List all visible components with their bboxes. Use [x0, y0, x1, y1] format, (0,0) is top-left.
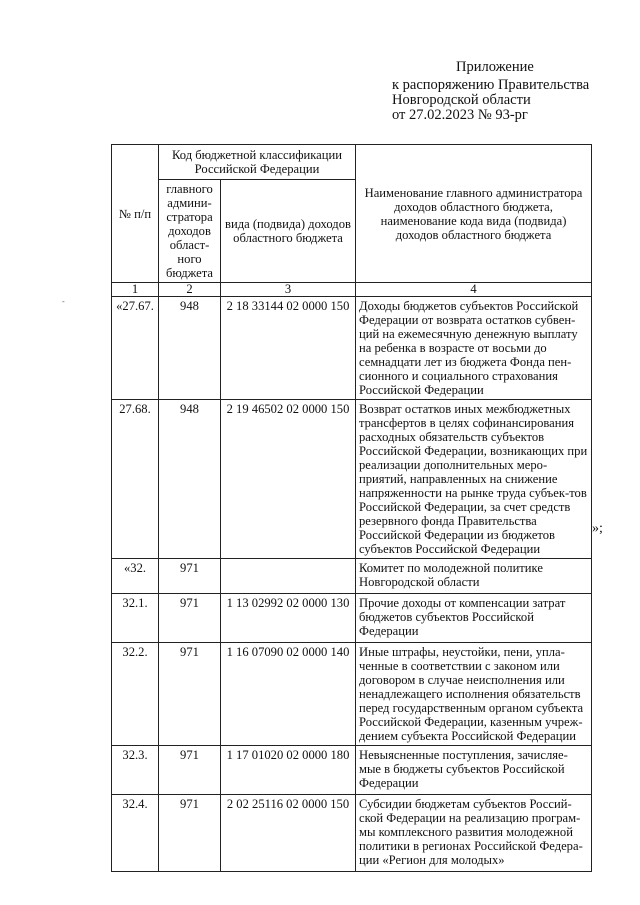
row-number: 32.3. — [112, 746, 159, 795]
appendix-line-2: Новгородской области — [392, 92, 531, 108]
header-name: Наименование главного администратора доходов областного бюджета, наименование кода вида (подвида) доходов областного бюджета — [356, 145, 592, 283]
column-index-row — [112, 283, 592, 297]
row-name: Комитет по молодежной политике Новгородской области — [356, 559, 592, 594]
row-name: Субсидии бюджетам субъектов Россий-ской Федерации на реализацию програм-мы комплексного развития молодежной политики в регионах Российской Федера-ции «Регион для молодых» — [356, 795, 592, 872]
appendix-header — [392, 60, 632, 123]
table-row — [112, 594, 592, 643]
table-row — [112, 746, 592, 795]
row-admin-code: 971 — [159, 643, 221, 746]
column-index: 2 — [159, 283, 221, 297]
budget-classification-table — [111, 144, 592, 872]
appendix-line-1: к распоряжению Правительства — [392, 77, 590, 93]
column-index: 1 — [112, 283, 159, 297]
row-number: 32.4. — [112, 795, 159, 872]
row-admin-code: 948 — [159, 297, 221, 400]
row-admin-code: 948 — [159, 400, 221, 559]
header-classification-group: Код бюджетной классификации Российской Федерации — [159, 145, 356, 180]
header-kind-code: вида (подвида) доходов областного бюджета — [221, 180, 356, 283]
row-admin-code: 971 — [159, 594, 221, 643]
row-admin-code: 971 — [159, 795, 221, 872]
row-admin-code: 971 — [159, 559, 221, 594]
row-income-code: 2 18 33144 02 0000 150 — [221, 297, 356, 400]
row-number: 32.2. — [112, 643, 159, 746]
scan-dot: - — [62, 297, 65, 306]
table-row — [112, 400, 592, 559]
table-row — [112, 559, 592, 594]
row-number: 32.1. — [112, 594, 159, 643]
header-number: № п/п — [112, 145, 159, 283]
row-income-code: 1 13 02992 02 0000 130 — [221, 594, 356, 643]
row-name: Прочие доходы от компенсации затрат бюджетов субъектов Российской Федерации — [356, 594, 592, 643]
table-row — [112, 643, 592, 746]
row-admin-code: 971 — [159, 746, 221, 795]
row-name: Невыясненные поступления, зачисляе-мые в бюджеты субъектов Российской Федерации — [356, 746, 592, 795]
column-index: 4 — [356, 283, 592, 297]
row-income-code — [221, 559, 356, 594]
row-number: «32. — [112, 559, 159, 594]
table-row — [112, 297, 592, 400]
column-index: 3 — [221, 283, 356, 297]
row-number: 27.68. — [112, 400, 159, 559]
closing-quote-mark: »; — [592, 521, 603, 536]
row-income-code: 2 19 46502 02 0000 150 — [221, 400, 356, 559]
row-income-code: 1 16 07090 02 0000 140 — [221, 643, 356, 746]
row-name: Иные штрафы, неустойки, пени, упла-ченные в соответствии с законом или договором в случае неисполнения или ненадлежащего исполнения обязательств перед государственным органом субъекта Российской Федерации, казенным учреж-дением субъекта Российской Федерации — [356, 643, 592, 746]
table-header-row — [112, 145, 592, 180]
row-income-code: 2 02 25116 02 0000 150 — [221, 795, 356, 872]
row-income-code: 1 17 01020 02 0000 180 — [221, 746, 356, 795]
header-admin-code: главного админи-стратора доходов област-ного бюджета — [159, 180, 221, 283]
appendix-title: Приложение — [456, 59, 534, 75]
table-row — [112, 795, 592, 872]
row-name: Возврат остатков иных межбюджетных трансфертов в целях софинансирования расходных обязательств субъектов Российской Федерации, возникающих при реализации дополнительных меро-приятий, направленных на снижение напряженности на рынке труда субъек-тов Российской Федерации, за счет средств резервного фонда Правительства Российской Федерации из бюджетов субъектов Российской Федерации — [356, 400, 592, 559]
row-name: Доходы бюджетов субъектов Российской Федерации от возврата остатков субвен-ций на ежемесячную денежную выплату на ребенка в возрасте от восьми до семнадцати лет из бюджета Фонда пен-сионного и социального страхования Российской Федерации — [356, 297, 592, 400]
row-number: «27.67. — [112, 297, 159, 400]
appendix-line-3: от 27.02.2023 № 93-рг — [392, 107, 528, 123]
